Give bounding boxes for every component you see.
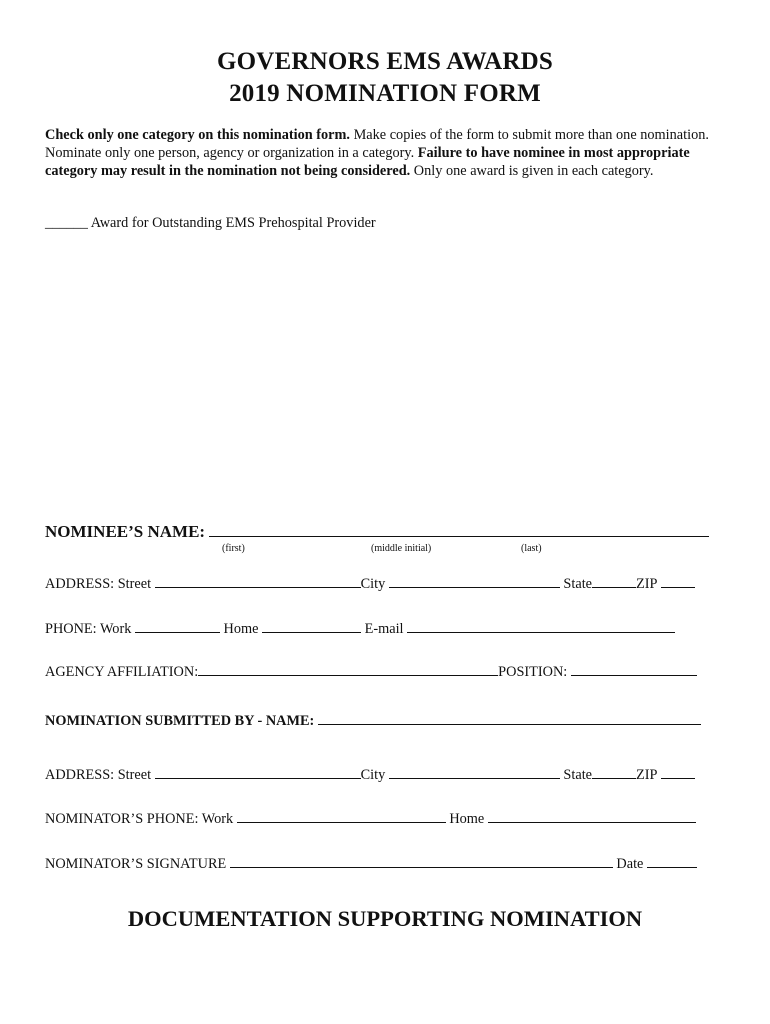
instruction-bold-1: Check only one category on this nomination form. — [45, 127, 350, 143]
nominator-name-field[interactable] — [318, 711, 701, 725]
nominee-last-caption: (last) — [521, 543, 542, 554]
nominee-city-label: City — [360, 576, 386, 592]
nominee-name-field[interactable] — [209, 523, 709, 537]
signature-field[interactable] — [230, 854, 613, 868]
nominator-zip-field[interactable] — [661, 765, 695, 779]
nominator-phone-row — [45, 809, 696, 828]
nominee-email-field[interactable] — [407, 619, 675, 633]
nominator-work-phone-field[interactable] — [237, 809, 446, 823]
nominee-zip-label: ZIP — [636, 576, 657, 592]
nominee-address-row — [45, 574, 695, 593]
nominee-work-phone-label: PHONE: Work — [45, 621, 132, 637]
date-label: Date — [616, 856, 644, 872]
nominator-street-label: ADDRESS: Street — [45, 767, 152, 783]
signature-label: NOMINATOR’S SIGNATURE — [45, 856, 227, 872]
nominator-home-phone-label: Home — [449, 811, 485, 827]
nominator-street-field[interactable] — [155, 765, 361, 779]
nominee-city-field[interactable] — [389, 574, 560, 588]
nominee-home-phone-field[interactable] — [262, 619, 361, 633]
nominee-street-label: ADDRESS: Street — [45, 576, 152, 592]
instruction-text-1: Make copies of the form to submit more than one nomination. Nominate only one person, agency or organization in a category. — [45, 127, 709, 161]
nominator-name-label: NOMINATION SUBMITTED BY - NAME: — [45, 713, 315, 729]
category-check-blank[interactable]: ______ — [45, 215, 88, 231]
nominee-phone-row — [45, 619, 675, 638]
date-field[interactable] — [647, 854, 697, 868]
documentation-heading: DOCUMENTATION SUPPORTING NOMINATION — [127, 906, 643, 931]
award-category-row — [45, 215, 376, 232]
nominee-name-label: NOMINEE’S NAME — [45, 522, 200, 541]
position-label: POSITION: — [498, 664, 568, 680]
nominee-state-field[interactable] — [592, 574, 636, 588]
position-field[interactable] — [571, 662, 697, 676]
agency-field[interactable] — [198, 662, 498, 676]
nominee-home-phone-label: Home — [223, 621, 259, 637]
nominator-address-row — [45, 765, 695, 784]
nominee-state-label: State — [563, 576, 593, 592]
nominator-city-field[interactable] — [389, 765, 560, 779]
nominee-email-label: E-mail — [364, 621, 404, 637]
form-title-line2: 2019 NOMINATION FORM — [229, 80, 541, 107]
nominee-name-row — [45, 522, 709, 542]
nominator-state-field[interactable] — [592, 765, 636, 779]
nominee-name-colon: : — [199, 522, 206, 541]
nominee-middle-caption: (middle initial) — [371, 543, 432, 554]
agency-label: AGENCY AFFILIATION: — [45, 664, 199, 680]
agency-row — [45, 662, 697, 681]
form-title-line1: GOVERNORS EMS AWARDS — [216, 48, 553, 75]
nominator-zip-label: ZIP — [636, 767, 657, 783]
nominee-first-caption: (first) — [222, 543, 245, 554]
instruction-text-2: Only one award is given in each category. — [410, 163, 654, 179]
nominator-city-label: City — [360, 767, 386, 783]
nominator-name-row — [45, 711, 701, 730]
instruction-bold-2: Failure to have nominee in most appropriate category may result in the nomination not being considered. — [45, 145, 690, 179]
category-label: Award for Outstanding EMS Prehospital Provider — [90, 215, 376, 231]
instructions-paragraph — [45, 126, 735, 180]
signature-row — [45, 854, 697, 873]
nominator-work-phone-label: NOMINATOR’S PHONE: Work — [45, 811, 234, 827]
nominator-state-label: State — [563, 767, 593, 783]
nominator-home-phone-field[interactable] — [488, 809, 696, 823]
nominee-zip-field[interactable] — [661, 574, 695, 588]
nominee-work-phone-field[interactable] — [135, 619, 220, 633]
nominee-street-field[interactable] — [155, 574, 361, 588]
